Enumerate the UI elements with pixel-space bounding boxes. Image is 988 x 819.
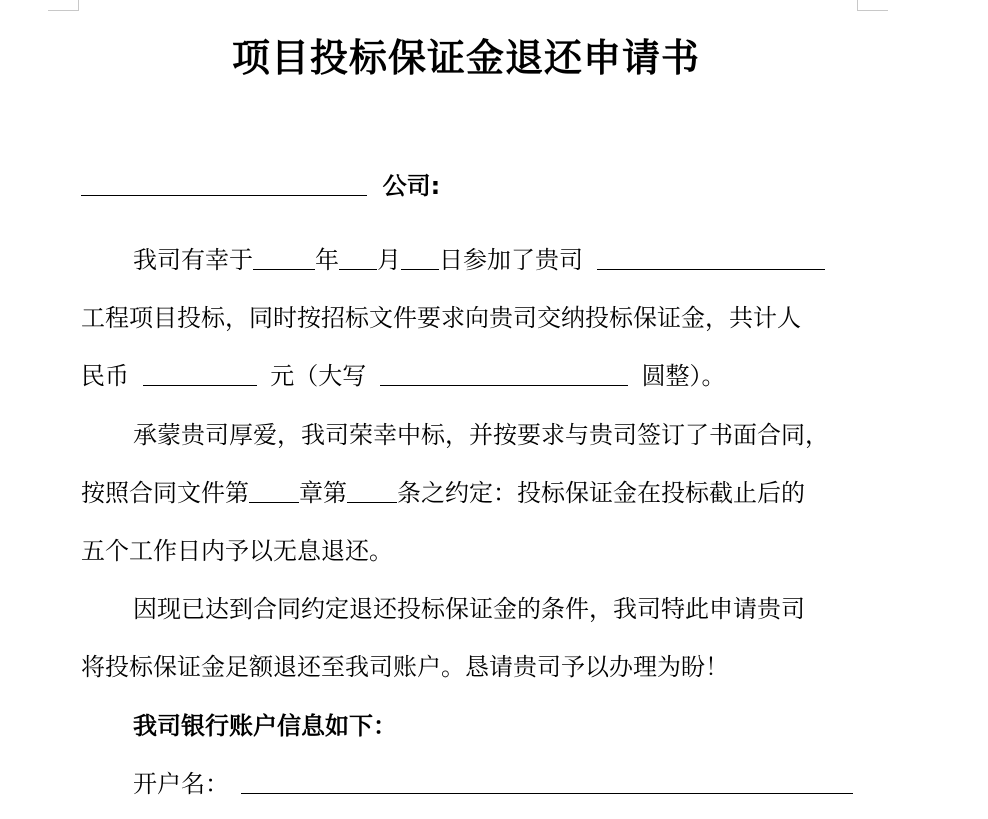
paragraph-1-line-3 — [81, 359, 726, 393]
paragraph-2-line-2 — [81, 476, 805, 510]
company-name-blank[interactable] — [81, 169, 367, 196]
paragraph-2-line-1: 承蒙贵司厚爱，我司荣幸中标，并按要求与贵司签订了书面合同， — [133, 421, 829, 449]
paragraph-1-line-1 — [133, 243, 825, 277]
account-name-line — [133, 767, 853, 801]
bank-info-heading: 我司银行账户信息如下： — [133, 712, 397, 740]
salutation-suffix: 公司: — [382, 172, 441, 200]
paragraph-3-line-2: 将投标保证金足额退还至我司账户。恳请贵司予以办理为盼！ — [81, 653, 729, 681]
amount-uppercase-blank[interactable] — [380, 359, 628, 386]
month-blank[interactable] — [339, 243, 377, 270]
chapter-blank[interactable] — [249, 476, 299, 503]
document-title: 项目投标保证金退还申请书 — [231, 36, 700, 80]
month-label: 月 — [377, 246, 401, 274]
paragraph-1-line-2: 工程项目投标，同时按招标文件要求向贵司交纳投标保证金，共计人 — [81, 304, 801, 332]
page-corner-mark-left — [48, 0, 79, 11]
amount-uppercase-suffix: 圆整）。 — [641, 362, 726, 390]
salutation-line — [81, 169, 440, 203]
amount-uppercase-label: 元（大写 — [270, 362, 367, 390]
chapter-label: 章第 — [299, 479, 347, 507]
currency-label: 民币 — [81, 362, 129, 390]
amount-blank[interactable] — [143, 359, 257, 386]
page-corner-mark-right — [857, 0, 888, 11]
contract-clause-prefix: 按照合同文件第 — [81, 479, 249, 507]
year-label: 年 — [315, 246, 339, 274]
day-label: 日参加了贵司 — [439, 246, 583, 274]
day-blank[interactable] — [401, 243, 439, 270]
year-blank[interactable] — [253, 243, 315, 270]
article-label: 条之约定：投标保证金在投标截止后的 — [397, 479, 805, 507]
account-name-label: 开户名： — [133, 770, 229, 798]
account-name-blank[interactable] — [241, 767, 853, 794]
paragraph-2-line-3: 五个工作日内予以无息退还。 — [81, 537, 393, 565]
paragraph-3-line-1: 因现已达到合同约定退还投标保证金的条件，我司特此申请贵司 — [133, 595, 805, 623]
paragraph-1-text: 我司有幸于 — [133, 246, 253, 274]
article-blank[interactable] — [347, 476, 397, 503]
project-name-blank[interactable] — [597, 243, 825, 270]
